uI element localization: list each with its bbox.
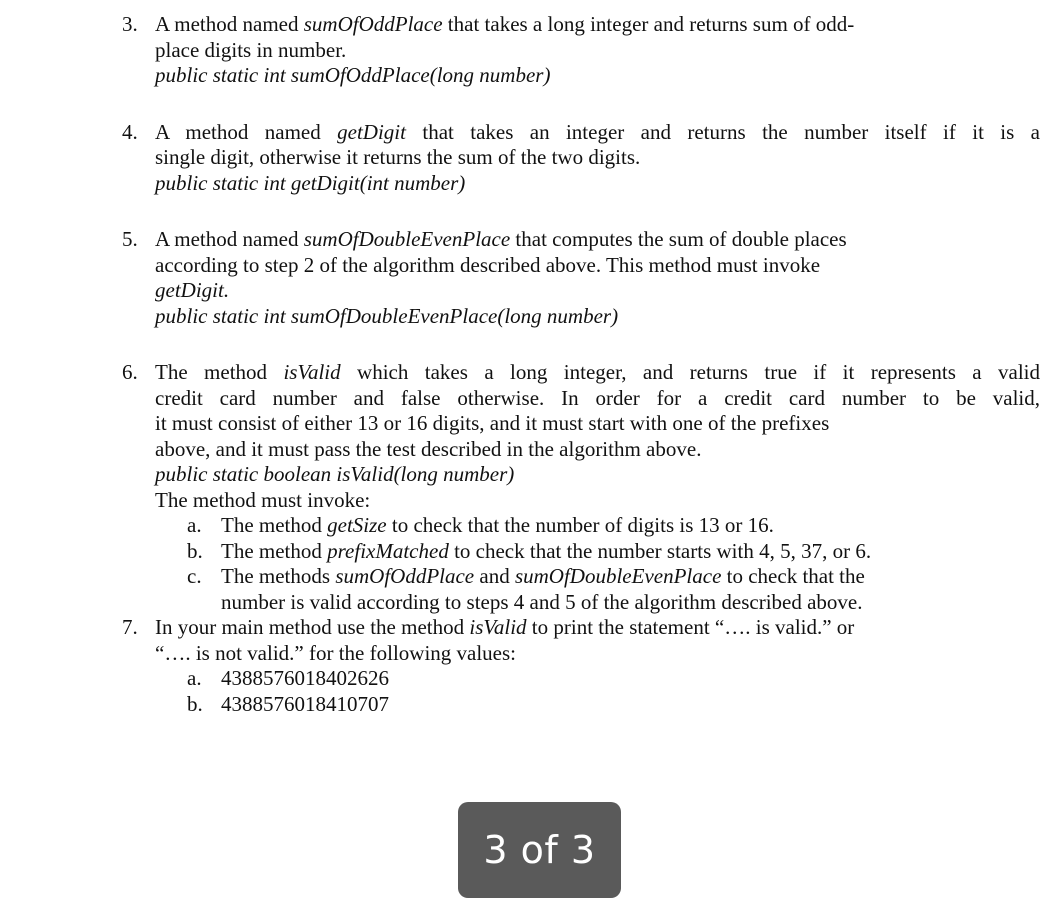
item-3-signature: [155, 63, 550, 87]
item-6c-mid: and: [474, 564, 515, 588]
item-6b-label: b.: [187, 539, 203, 563]
item-6a-method-name: getSize: [327, 513, 387, 537]
item-6-signature: [155, 462, 514, 486]
item-5-method-name: sumOfDoubleEvenPlace: [303, 227, 511, 251]
item-4-signature: [155, 171, 465, 195]
item-6c-line-2: number is valid according to steps 4 and 5 of the algorithm described above.: [221, 590, 863, 614]
item-4-method-name: getDigit: [337, 120, 406, 144]
item-6-line-2: credit card number and false otherwise. In order for a credit card number to be valid,: [155, 386, 1040, 410]
item-6-signature-text: public static boolean isValid(long number): [155, 462, 515, 486]
item-4-number: 4.: [122, 120, 138, 144]
item-6-line-4: above, and it must pass the test described in the algorithm above.: [155, 437, 702, 461]
item-4-text-cont: that takes an integer and returns the number itself if it is a: [405, 120, 1040, 144]
item-6c-method-name-1: sumOfOddPlace: [335, 564, 475, 588]
item-5-text-cont: that computes the sum of double places: [510, 227, 847, 251]
item-7b-label: b.: [187, 692, 203, 716]
item-6-text: The method: [155, 360, 284, 384]
item-3-signature-text: public static int sumOfOddPlace(long number): [155, 63, 551, 87]
item-4-line-2: single digit, otherwise it returns the sum of the two digits.: [155, 145, 641, 169]
item-4-signature-text: public static int getDigit(int number): [155, 171, 466, 195]
item-6-line-3: it must consist of either 13 or 16 digits, and it must start with one of the prefixes: [155, 411, 830, 435]
item-7-line-1: [155, 615, 854, 639]
item-3-line-1: [155, 12, 854, 36]
item-3-line-2: place digits in number.: [155, 38, 347, 62]
item-6a-post: to check that the number of digits is 13 or 16.: [386, 513, 774, 537]
item-6-number: 6.: [122, 360, 138, 384]
item-5-text: A method named: [155, 227, 304, 251]
item-5-line-2: according to step 2 of the algorithm described above. This method must invoke: [155, 253, 821, 277]
item-6-invoke-heading: The method must invoke:: [155, 488, 371, 512]
item-7-text-cont: to print the statement “…. is valid.” or: [526, 615, 855, 639]
item-5-signature: [155, 304, 618, 328]
item-5-number: 5.: [122, 227, 138, 251]
item-7-text: In your main method use the method: [155, 615, 470, 639]
item-7-number: 7.: [122, 615, 138, 639]
item-6a-label: a.: [187, 513, 202, 537]
item-5-getdigit-ref: getDigit.: [155, 278, 230, 302]
item-6a-text: [221, 513, 774, 537]
item-6b-pre: The method: [221, 539, 328, 563]
item-7a-value: 4388576018402626: [221, 666, 389, 690]
item-6-method-name: isValid: [283, 360, 341, 384]
item-5-signature-text: public static int sumOfDoubleEvenPlace(long number): [155, 304, 619, 328]
item-7a-label: a.: [187, 666, 202, 690]
item-7b-value: 4388576018410707: [221, 692, 389, 716]
item-6b-method-name: prefixMatched: [327, 539, 449, 563]
item-6c-label: c.: [187, 564, 202, 588]
item-6b-text: [221, 539, 871, 563]
item-6c-text: [221, 564, 865, 588]
item-5-line-1: [155, 227, 847, 251]
item-6c-method-name-2: sumOfDoubleEvenPlace: [514, 564, 722, 588]
item-7-method-name: isValid: [469, 615, 527, 639]
item-6c-post: to check that the: [721, 564, 865, 588]
item-6a-pre: The method: [221, 513, 328, 537]
item-6-line-1: [155, 360, 1040, 384]
item-5-line-3: [155, 278, 229, 302]
item-3-text: A method named: [155, 12, 304, 36]
item-6b-post: to check that the number starts with 4, 5, 37, or 6.: [448, 539, 872, 563]
item-4-text: A method named: [155, 120, 338, 144]
item-6c-pre: The methods: [221, 564, 336, 588]
item-4-line-1: [155, 120, 1040, 144]
item-6-text-cont: which takes a long integer, and returns true if it represents a valid: [340, 360, 1040, 384]
page-indicator: 3 of 3: [458, 802, 621, 898]
item-7-line-2: “…. is not valid.” for the following values:: [155, 641, 517, 665]
item-3-method-name: sumOfOddPlace: [303, 12, 443, 36]
item-3-number: 3.: [122, 12, 138, 36]
item-3-text-cont: that takes a long integer and returns sum of odd-: [442, 12, 855, 36]
